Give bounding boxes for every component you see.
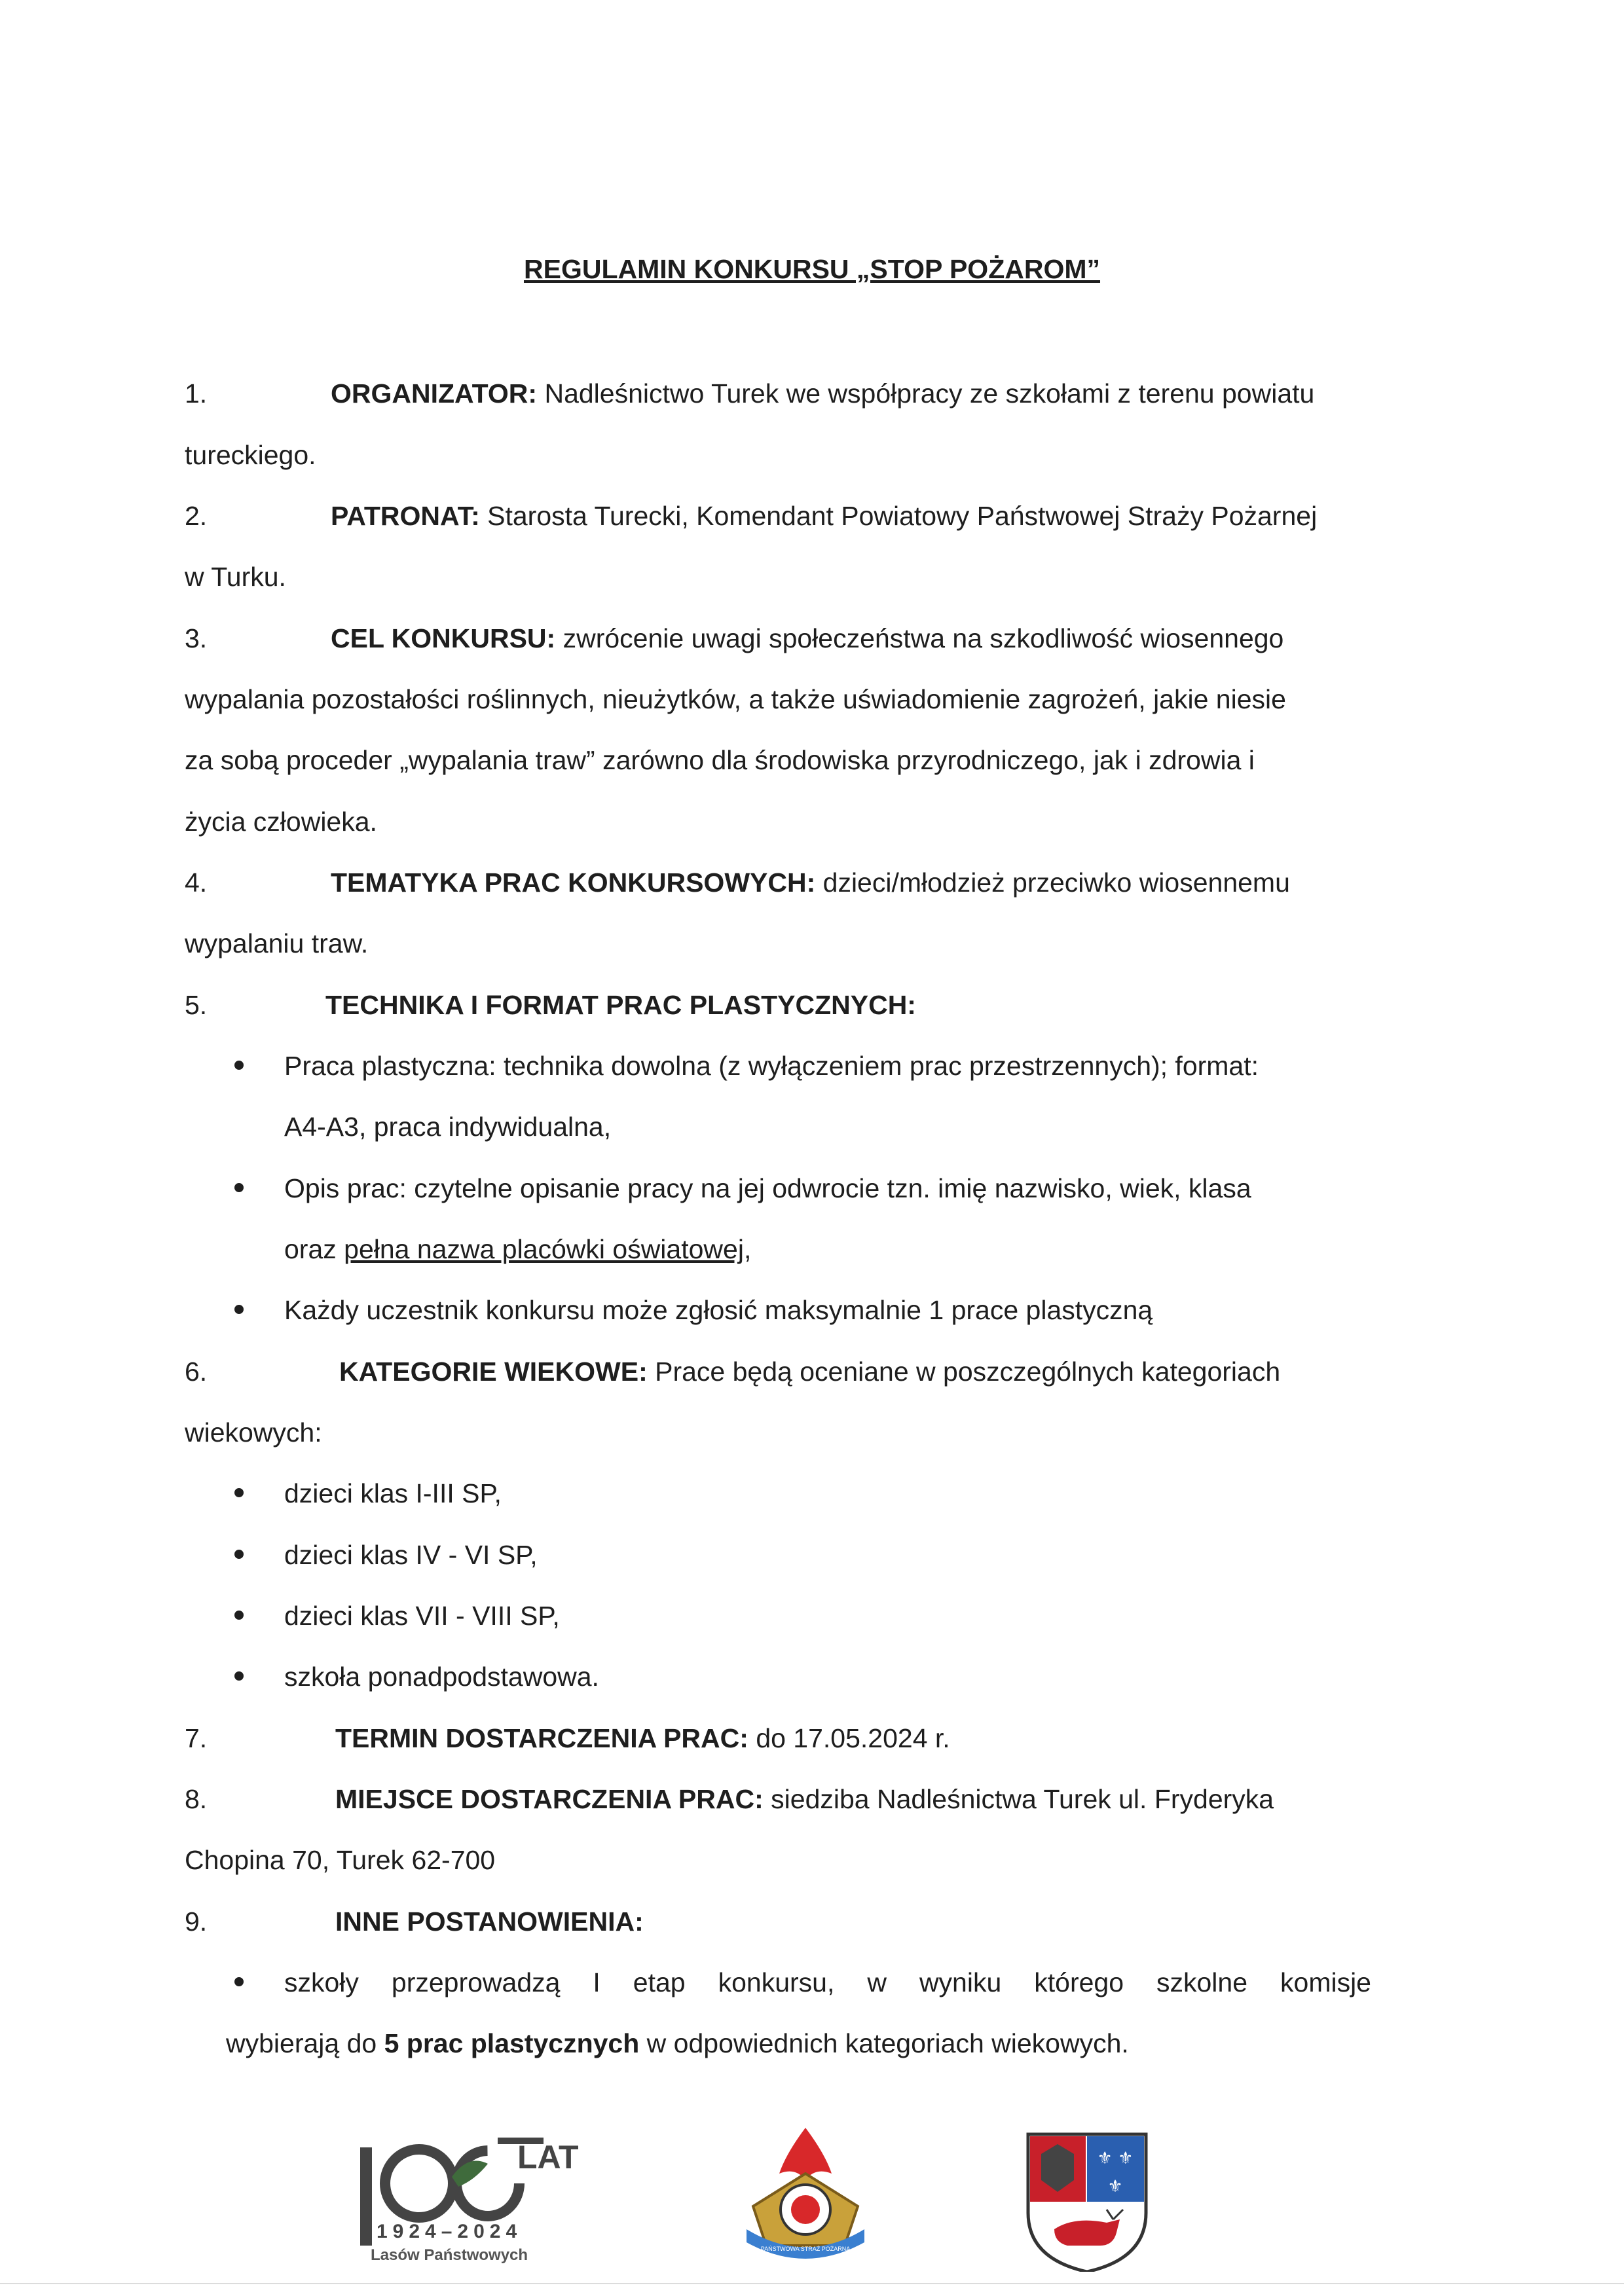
item-heading-text: Starosta Turecki, Komendant Powiatowy Państwowej Straży Pożarnej — [479, 501, 1318, 531]
item-number: 1. — [185, 378, 208, 409]
item-heading-label: TECHNIKA I FORMAT PRAC PLASTYCZNYCH: — [325, 990, 916, 1020]
item-heading — [339, 1357, 1280, 1387]
item-heading — [331, 378, 1314, 409]
fleur-de-lis-icon: ⚜ ⚜ — [1097, 2149, 1134, 2168]
item-continuation: wypalania pozostałości roślinnych, nieużytków, a także uświadomienie zagrożeń, jakie niesie — [185, 684, 1286, 714]
bullet-dot — [234, 1611, 244, 1620]
bullet-dot — [234, 1550, 244, 1559]
bullet-text-part: , — [743, 1234, 752, 1264]
item-number: 4. — [185, 867, 208, 898]
item-number: 6. — [185, 1357, 208, 1387]
item-heading-label: KATEGORIE WIEKOWE: — [339, 1357, 648, 1387]
bullet-dot — [234, 1183, 244, 1192]
bullet-text-part: w odpowiednich kategoriach wiekowych. — [639, 2028, 1129, 2058]
item-heading-text: do 17.05.2024 r. — [748, 1723, 950, 1753]
item-heading-text: Nadleśnictwo Turek we współpracy ze szkołami z terenu powiatu — [537, 378, 1315, 409]
item-heading — [325, 990, 916, 1021]
item-number: 3. — [185, 623, 208, 653]
logo-bar — [0, 2115, 1624, 2272]
anniversary-lat-text: LAT — [517, 2139, 579, 2176]
item-heading-label: PATRONAT: — [331, 501, 480, 531]
item-heading — [335, 1784, 1274, 1815]
item-heading — [335, 1723, 950, 1754]
item-heading-text: zwrócenie uwagi społeczeństwa na szkodliwość wiosennego — [555, 623, 1284, 653]
anniversary-years-text: 1924–2024 — [377, 2221, 523, 2242]
age-category: szkoła ponadpodstawowa. — [284, 1662, 599, 1692]
item-continuation: życia człowieka. — [185, 807, 377, 837]
item-heading-text: dzieci/młodzież przeciwko wiosennemu — [815, 867, 1290, 898]
age-category: dzieci klas I-III SP, — [284, 1478, 502, 1508]
item-number: 9. — [185, 1906, 208, 1937]
age-category: dzieci klas VII - VIII SP, — [284, 1601, 560, 1631]
item-heading — [331, 501, 1317, 532]
fire-brigade-emblem — [747, 2128, 864, 2259]
item-heading-label: MIEJSCE DOSTARCZENIA PRAC: — [335, 1784, 764, 1814]
item-number: 7. — [185, 1723, 208, 1753]
item-heading-label: INNE POSTANOWIENIA: — [335, 1906, 644, 1937]
item-continuation: Chopina 70, Turek 62-700 — [185, 1845, 496, 1875]
item-heading-label: CEL KONKURSU: — [331, 623, 556, 653]
bullet-text: Praca plastyczna: technika dowolna (z wyłączeniem prac przestrzennych); format: — [284, 1051, 1259, 1081]
item-heading — [331, 867, 1290, 898]
bullet-text: Opis prac: czytelne opisanie pracy na jej odwrocie tzn. imię nazwisko, wiek, klasa — [284, 1173, 1251, 1203]
age-category: dzieci klas IV - VI SP, — [284, 1540, 538, 1570]
item-heading-label: TEMATYKA PRAC KONKURSOWYCH: — [331, 867, 816, 898]
item-heading-text: Prace będą oceniane w poszczególnych kategoriach — [647, 1357, 1281, 1387]
item-heading — [335, 1906, 644, 1937]
bullet-text: szkoły przeprowadzą I etap konkursu, w wyniku którego szkolne komisje — [284, 1967, 1371, 1997]
bullet-dot — [234, 1671, 244, 1681]
logos-svg — [0, 2115, 1624, 2272]
bullet-text-part: wybierają do — [226, 2028, 384, 2058]
bullet-dot — [234, 1488, 244, 1497]
bold-phrase: 5 prac plastycznych — [384, 2028, 640, 2058]
bullet-text-part: oraz — [284, 1234, 344, 1264]
item-heading-label: TERMIN DOSTARCZENIA PRAC: — [335, 1723, 748, 1753]
fire-ribbon-text: PAŃSTWOWA STRAŻ POŻARNA — [760, 2246, 851, 2252]
item-continuation: tureckiego. — [185, 440, 316, 470]
item-number: 2. — [185, 501, 208, 531]
coat-of-arms — [1028, 2134, 1146, 2272]
item-continuation: wiekowych: — [185, 1417, 322, 1448]
bullet-dot — [234, 1977, 244, 1986]
document-title: REGULAMIN KONKURSU „STOP POŻAROM” — [523, 254, 1101, 284]
item-number: 8. — [185, 1784, 208, 1814]
bullet-text: A4-A3, praca indywidualna, — [284, 1112, 612, 1142]
anniversary-logo — [360, 2139, 578, 2264]
fleur-de-lis-icon: ⚜ — [1107, 2177, 1123, 2196]
bullet-dot — [234, 1061, 244, 1070]
item-continuation: wypalaniu traw. — [185, 928, 369, 958]
item-continuation: w Turku. — [185, 562, 286, 592]
bullet-text — [226, 2028, 1129, 2059]
item-number: 5. — [185, 990, 208, 1020]
bullet-text — [284, 1234, 751, 1265]
item-heading-text: siedziba Nadleśnictwa Turek ul. Fryderyka — [763, 1784, 1274, 1814]
item-heading-label: ORGANIZATOR: — [331, 378, 538, 409]
bullet-text: Każdy uczestnik konkursu może zgłosić maksymalnie 1 prace plastyczną — [284, 1295, 1153, 1325]
underlined-phrase: pełna nazwa placówki oświatowej — [344, 1234, 744, 1264]
item-heading — [331, 623, 1283, 654]
page-bottom-rule — [0, 2283, 1624, 2284]
anniversary-org-text: Lasów Państwowych — [371, 2246, 528, 2264]
bullet-dot — [234, 1305, 244, 1314]
item-continuation: za sobą proceder „wypalania traw” zarówno dla środowiska przyrodniczego, jak i zdrowia i — [185, 745, 1255, 775]
